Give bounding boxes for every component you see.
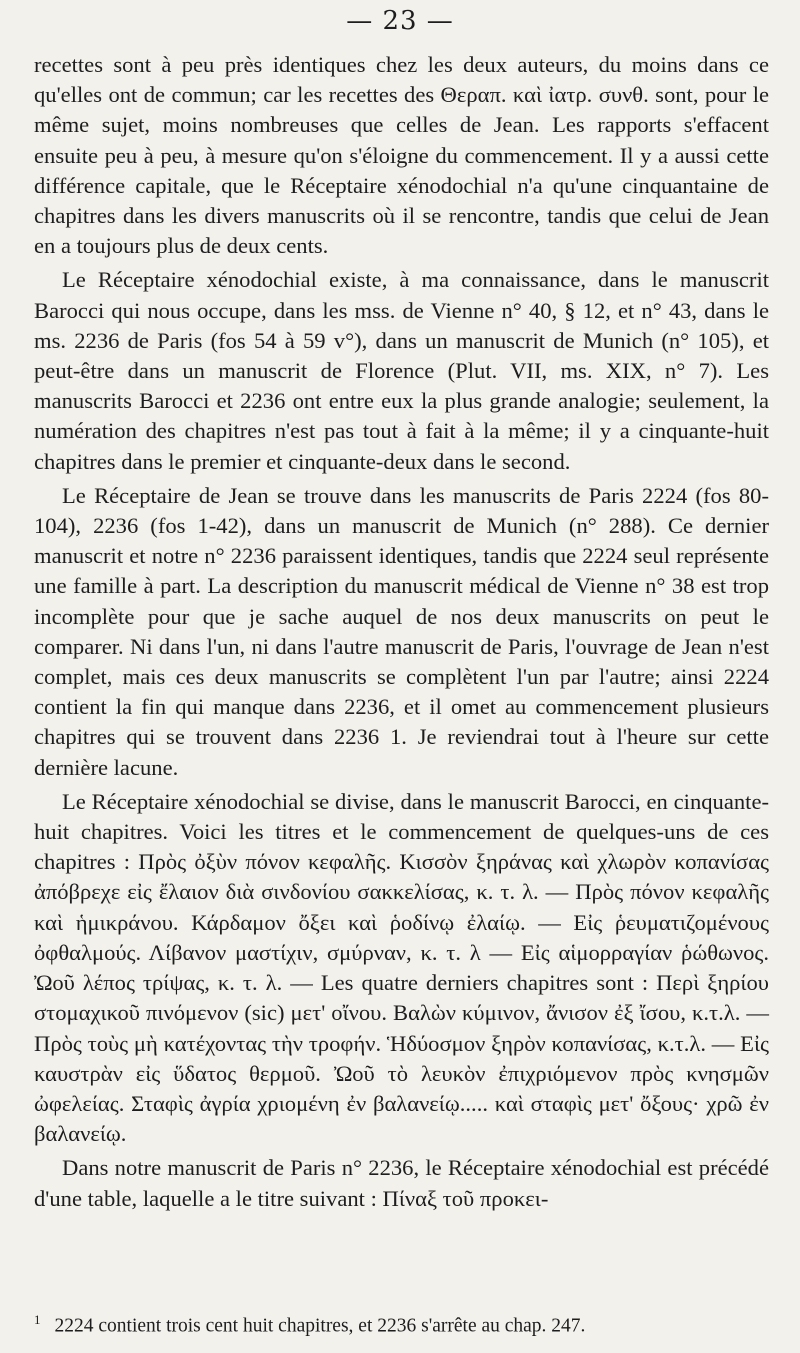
- paragraph-3: Le Réceptaire de Jean se trouve dans les manuscrits de Paris 2224 (fos 80-104), 2236 (fos 1-42), dans un manuscrit de Munich (n° 288). Ce dernier manuscrit et notre n° 2236 paraissent identiques, tandis que 2224 seul représente une famille à part. La description du manuscrit médical de Vienne n° 38 est trop incomplète pour que je sache auquel de nos deux manuscrits on peut le comparer. Ni dans l'un, ni dans l'autre manuscrit de Paris, l'ouvrage de Jean n'est complet, mais ces deux manuscrits se complètent l'un par l'autre; ainsi 2224 contient la fin qui manque dans 2236, et il omet au commencement plusieurs chapitres qui se trouvent dans 2236 1. Je reviendrai tout à l'heure sur cette dernière lacune.: [34, 482, 769, 780]
- paragraph-4: Le Réceptaire xénodochial se divise, dans le manuscrit Barocci, en cinquante-huit chapitres. Voici les titres et le commencement de quelques-uns de ces chapitres : Πρὸς ὀξὺν πόνον κεφαλῆς. Κισσὸν ξηράνας καὶ χλωρὸν κοπανίσας ἀπόβρεχε εἰς ἔλαιον διὰ σινδονίου σακκελίσας, κ. τ. λ. — Πρὸς πόνον κεφαλῆς καὶ ἡμικράνου. Κάρδαμον ὄξει καὶ ῥοδίνῳ ἐλαίῳ. — Εἰς ῥευματιζομένους ὀφθαλμούς. Λίβανον μαστίχιν, σμύρναν, κ. τ. λ — Εἰς αἱμορραγίαν ῥώθωνος. Ὠοῦ λέπος τρίψας, κ. τ. λ. — Les quatre derniers chapitres sont : Περὶ ξηρίου στομαχικοῦ πινόμενον (sic) μετ' οἴνου. Βαλὼν κύμινον, ἄνισον ἐξ ἴσου, κ.τ.λ. — Πρὸς τοὺς μὴ κατέχοντας τὴν τροφήν. Ἡδύοσμον ξηρὸν κοπανίσας, κ.τ.λ. — Εἰς καυστρὰν εἰς ὕδατος θερμοῦ. Ὠοῦ τὸ λευκὸν ἐπιχριόμενον πρὸς κνησμῶν ὠφελείας. Σταφὶς ἀγρία χριομένη ἐν βαλανείῳ..... καὶ σταφὶς μετ' ὄξους· χρῶ ἐν βαλανείῳ.: [34, 788, 769, 1147]
- footnote-mark: 1: [34, 1312, 41, 1327]
- paragraph-1: recettes sont à peu près identiques chez les deux auteurs, du moins dans ce qu'elles ont de commun; car les recettes des Θεραπ. καὶ ἰατρ. συνθ. sont, pour le même sujet, moins nombreuses que celles de Jean. Les rapports s'effacent ensuite peu à peu, à mesure qu'on s'éloigne du commencement. Il y a aussi cette différence capitale, que le Réceptaire xénodochial n'a qu'une cinquantaine de chapitres dans les divers manuscrits où il se rencontre, tandis que celui de Jean en a toujours plus de deux cents.: [34, 52, 769, 259]
- main-text: [34, 50, 769, 1214]
- paragraph-2: Le Réceptaire xénodochial existe, à ma connaissance, dans le manuscrit Barocci qui nous occupe, dans les mss. de Vienne n° 40, § 12, et n° 43, dans le ms. 2236 de Paris (fos 54 à 59 v°), dans un manuscrit de Munich (n° 105), et peut-être dans un manuscrit de Florence (Plut. VII, ms. XIX, n° 7). Les manuscrits Barocci et 2236 ont entre eux la plus grande analogie; seulement, la numération des chapitres n'est pas tout à fait à la même; il y a cinquante-huit chapitres dans le premier et cinquante-deux dans le second.: [34, 267, 769, 474]
- footnote-text: 2224 contient trois cent huit chapitres, et 2236 s'arrête au chap. 247.: [54, 1315, 586, 1337]
- paragraph-5: Dans notre manuscrit de Paris n° 2236, le Réceptaire xénodochial est précédé d'une table, laquelle a le titre suivant : Πίναξ τοῦ προκει-: [34, 1155, 769, 1211]
- page-number: — 23 —: [346, 6, 454, 36]
- footnote: [34, 1307, 769, 1340]
